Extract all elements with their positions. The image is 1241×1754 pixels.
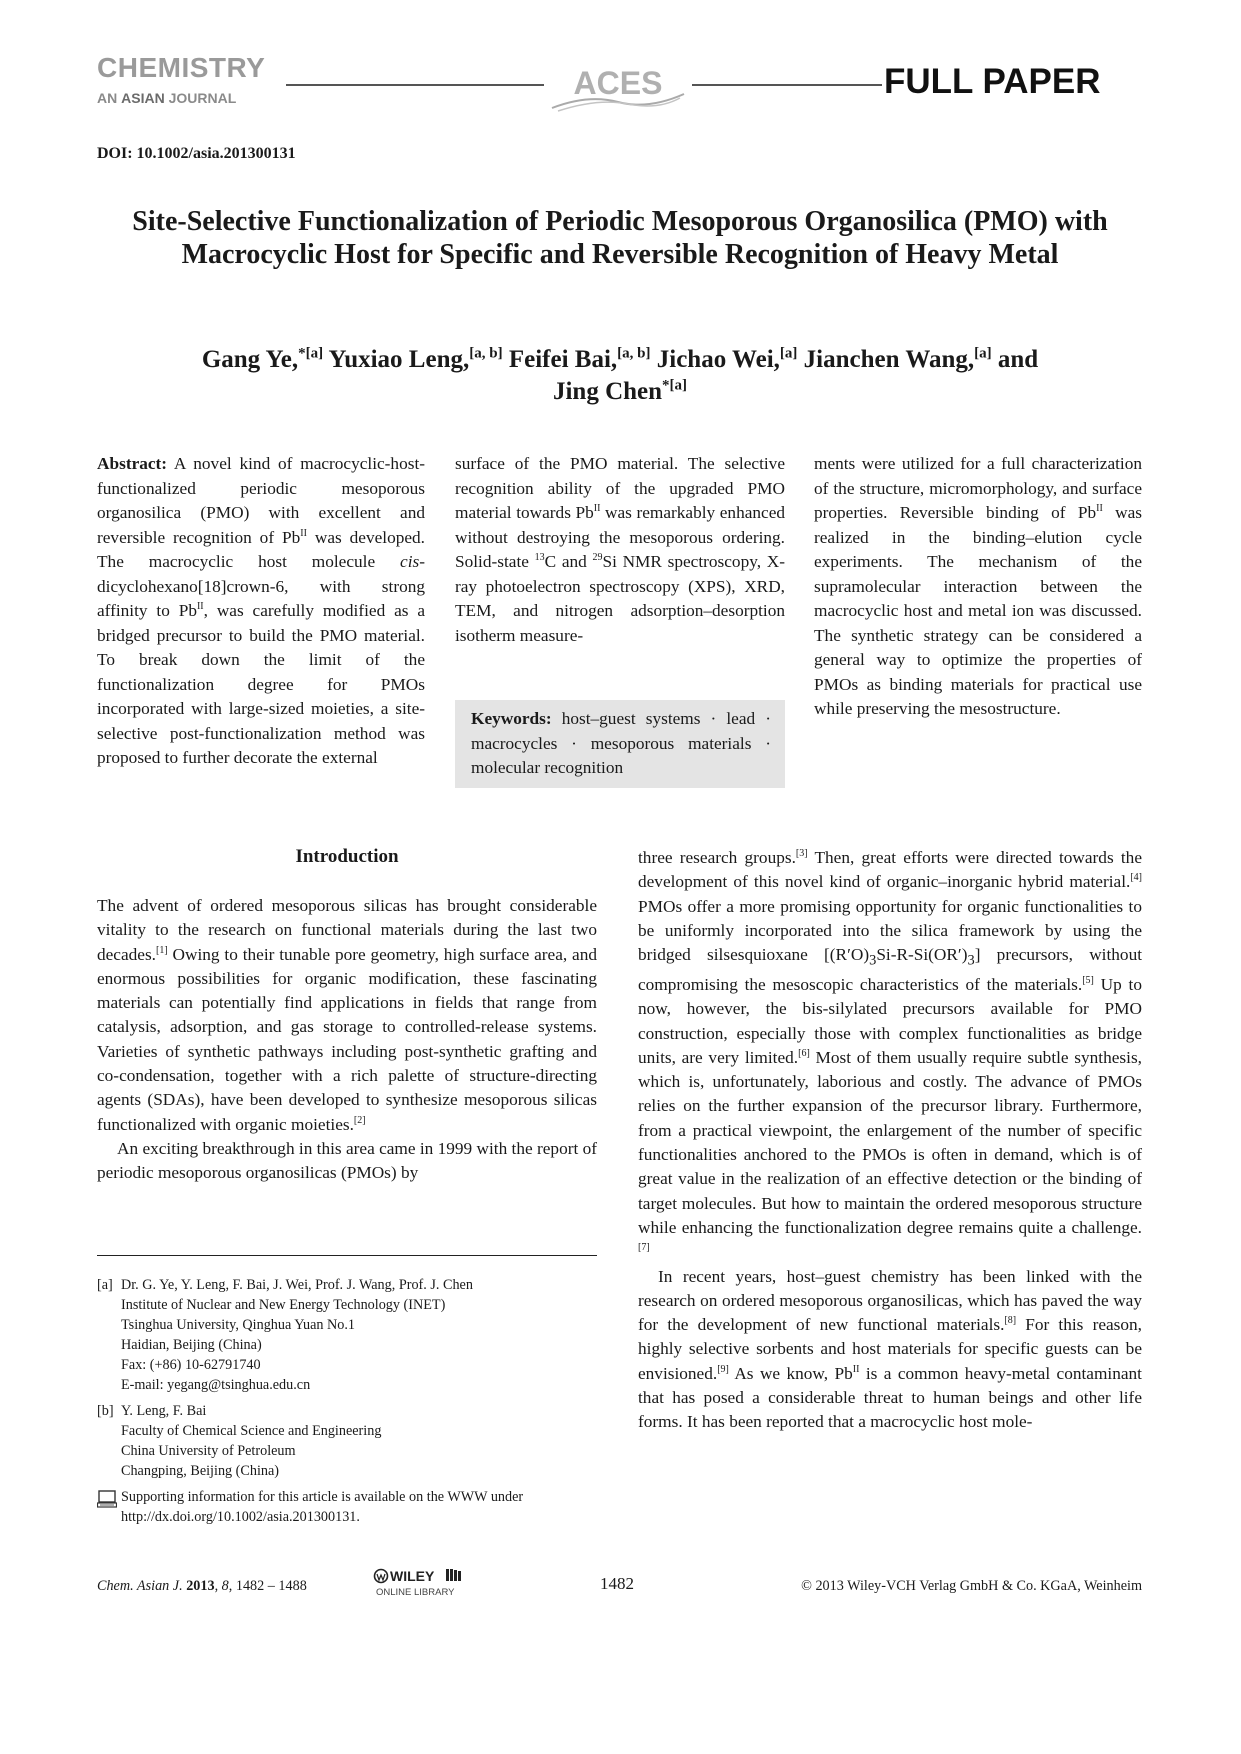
aces-logo: [548, 64, 688, 114]
paper-title: Site-Selective Functionalization of Periodic Mesoporous Organosilica (PMO) with Macrocyclic Host for Specific and Reversible Recognition of Heavy Metal: [132, 206, 1108, 270]
abstract-column-2: surface of the PMO material. The selective recognition ability of the upgraded PMO material towards $Pb^{II}$ was remarkably enhanced without destroying the mesoporous ordering. Solid-state $^{13}$C and $^{29}$Si NMR spectroscopy, X-ray photoelectron spectroscopy (XPS), XRD, TEM, and nitrogen adsorption–desorption isotherm measure-: [455, 454, 786, 645]
abstract-column-1: Abstract: A novel kind of macrocyclic-host-functionalized periodic mesoporous organosilica (PMO) with excellent and reversible recognition of $Pb^{II}$ was developed. The macrocyclic host molecule cis-dicyclohexano[18]crown-6, with strong affinity to $Pb^{II}$, was carefully modified as a bridged precursor to build the PMO material. To break down the limit of the functionalization degree for PMOs incorporated with large-sized moieties, a site-selective post-functionalization method was proposed to further decorate the external: [97, 454, 425, 767]
doi: DOI: 10.1002/asia.201300131: [97, 145, 296, 162]
author: Jianchen Wang,: [803, 346, 975, 373]
affiliation-b: [b] Y. Leng, F. Bai Faculty of Chemical Science and Engineering China University of Petroleum Changping, Beijing (China): [97, 1403, 382, 1479]
introduction-column-1: [97, 894, 597, 1186]
email-link[interactable]: E-mail: yegang@tsinghua.edu.cn: [121, 1377, 311, 1393]
aces-logo-text: ACES: [573, 65, 663, 101]
paragraph: three research groups.[3] Then, great efforts were directed towards the development of this novel kind of organic–inorganic hybrid material.[4] PMOs offer a more promising opportunity for organic functionalities to be uniformly incorporated into the silica framework by using the bridged silsesquioxane $[(R'O)_3Si-R-Si(OR')_3]$ precursors, without compromising the mesoscopic characteristics of the materials.[5] Up to now, however, the bis-silylated precursors available for PMO construction, especially those with complex functionalities as bridge units, are very limited.[6] Most of them usually require subtle synthesis, which is, unfortunately, laborious and costly. The advance of PMOs relies on the further expansion of the precursor library. Furthermore, from a practical viewpoint, the enlargement of the number of specific functionalities anchored to the PMOs is often in demand, which is of great value in the realization of an effective detection or the binding of target molecules. But how to maintain the ordered mesoporous structure while enhancing the functionalization degree remains quite a challenge.[7]: [638, 848, 1143, 1254]
supporting-info-note[interactable]: Supporting information for this article is available on the WWW under http://dx.doi.org/10.1002/asia.201300131.: [97, 1487, 597, 1527]
header-rule-right: [692, 84, 882, 86]
section-heading-introduction: Introduction: [295, 846, 399, 867]
author: Yuxiao Leng,: [328, 346, 470, 373]
footnote-rule: [97, 1255, 597, 1256]
author: Feifei Bai,: [508, 346, 618, 373]
section-label: FULL PAPER: [884, 62, 1101, 101]
author: Gang Ye,: [201, 346, 299, 373]
paragraph: An exciting breakthrough in this area came in 1999 with the report of periodic mesoporous organosilicas (PMOs) by: [97, 1138, 597, 1183]
citation-link[interactable]: [3]: [795, 848, 808, 860]
wiley-online-library-logo[interactable]: [373, 1566, 468, 1600]
wiley-sub-text: ONLINE LIBRARY: [376, 1587, 455, 1598]
abstract-column-3: ments were utilized for a full characterization of the structure, micromorphology, and surface properties. Reversible binding of $Pb^{II}$ was realized in the binding–elution cycle experiments. The mechanism of the supramolecular interaction between the macrocyclic host and metal ion was discussed. The synthetic strategy can be considered a general way to optimize the properties of PMOs as binding materials for practical use while preserving the mesostructure.: [814, 454, 1142, 718]
citation-link[interactable]: [9]: [717, 1363, 729, 1375]
author: Jing Chen: [552, 378, 663, 405]
citation-link[interactable]: [4]: [1130, 872, 1142, 884]
citation-link[interactable]: [1]: [156, 944, 168, 956]
journal-subtitle: AN ASIAN JOURNAL: [97, 90, 237, 106]
affiliation-a: [a] Dr. G. Ye, Y. Leng, F. Bai, J. Wei, Prof. J. Wang, Prof. J. Chen Institute of Nuclear and New Energy Technology (INET) Tsinghua University, Qinghua Yuan No.1 Haidian, Beijing (China) Fax: (+86) 10-62791740 E-mail: yegang@tsinghua.edu.cn: [97, 1275, 597, 1395]
author: Jichao Wei,: [656, 346, 780, 373]
author-conjunction: and: [997, 346, 1039, 373]
abstract-label: Abstract:: [97, 454, 168, 473]
introduction-column-2: [638, 846, 1142, 1435]
keywords: Keywords: host–guest systems · lead · macrocycles · mesoporous materials · molecular recognition: [471, 709, 771, 777]
citation-link[interactable]: [5]: [1082, 975, 1094, 987]
affiliation-footnotes: [97, 1275, 597, 1527]
header-rule-left: [286, 84, 544, 86]
keywords-label: Keywords:: [471, 709, 552, 728]
wiley-text: WILEY: [390, 1568, 435, 1584]
journal-name: CHEMISTRY: [97, 52, 266, 83]
citation-link[interactable]: [6]: [798, 1048, 810, 1060]
citation-link[interactable]: [8]: [1004, 1315, 1017, 1327]
citation-link[interactable]: [2]: [353, 1114, 366, 1126]
citation-link[interactable]: [7]: [638, 1242, 650, 1254]
author-list: Gang Ye,$^{*[a]}$ Yuxiao Leng,[a, b] Feifei Bai,[a, b] Jichao Wei,[a] Jianchen Wang,[a] and Jing Chen$^{*[a]}$: [201, 345, 1039, 405]
copyright: © 2013 Wiley-VCH Verlag GmbH & Co. KGaA, Weinheim: [801, 1578, 1142, 1594]
paragraph: In recent years, host–guest chemistry has been linked with the research on ordered mesoporous organosilicas, which has paved the way for the development of new functional materials.[8] For this reason, highly selective sorbents and host materials for specific guests can be envisioned.[9] As we know, $Pb^{II}$ is a common heavy-metal contaminant that has posed a considerable threat to human beings and other life forms. It has been reported that a macrocyclic host mole-: [638, 1266, 1142, 1432]
page-number: 1482: [600, 1574, 634, 1593]
journal-citation: Chem. Asian J. 2013, 8, 1482 – 1488: [97, 1578, 307, 1594]
paragraph: The advent of ordered mesoporous silicas has brought considerable vitality to the research on functional materials during the last two decades.[1] Owing to their tunable pore geometry, high surface area, and enormous possibilities for organic modification, these fascinating materials can potentially find applications in fields that range from catalysis, adsorption, and gas storage to controlled-release systems. Varieties of synthetic pathways including post-synthetic grafting and co-condensation, together with a rich palette of structure-directing agents (SDAs), have been developed to synthesize mesoporous silicas functionalized with organic moieties.[2]: [97, 896, 597, 1134]
computer-icon: [97, 1490, 117, 1508]
